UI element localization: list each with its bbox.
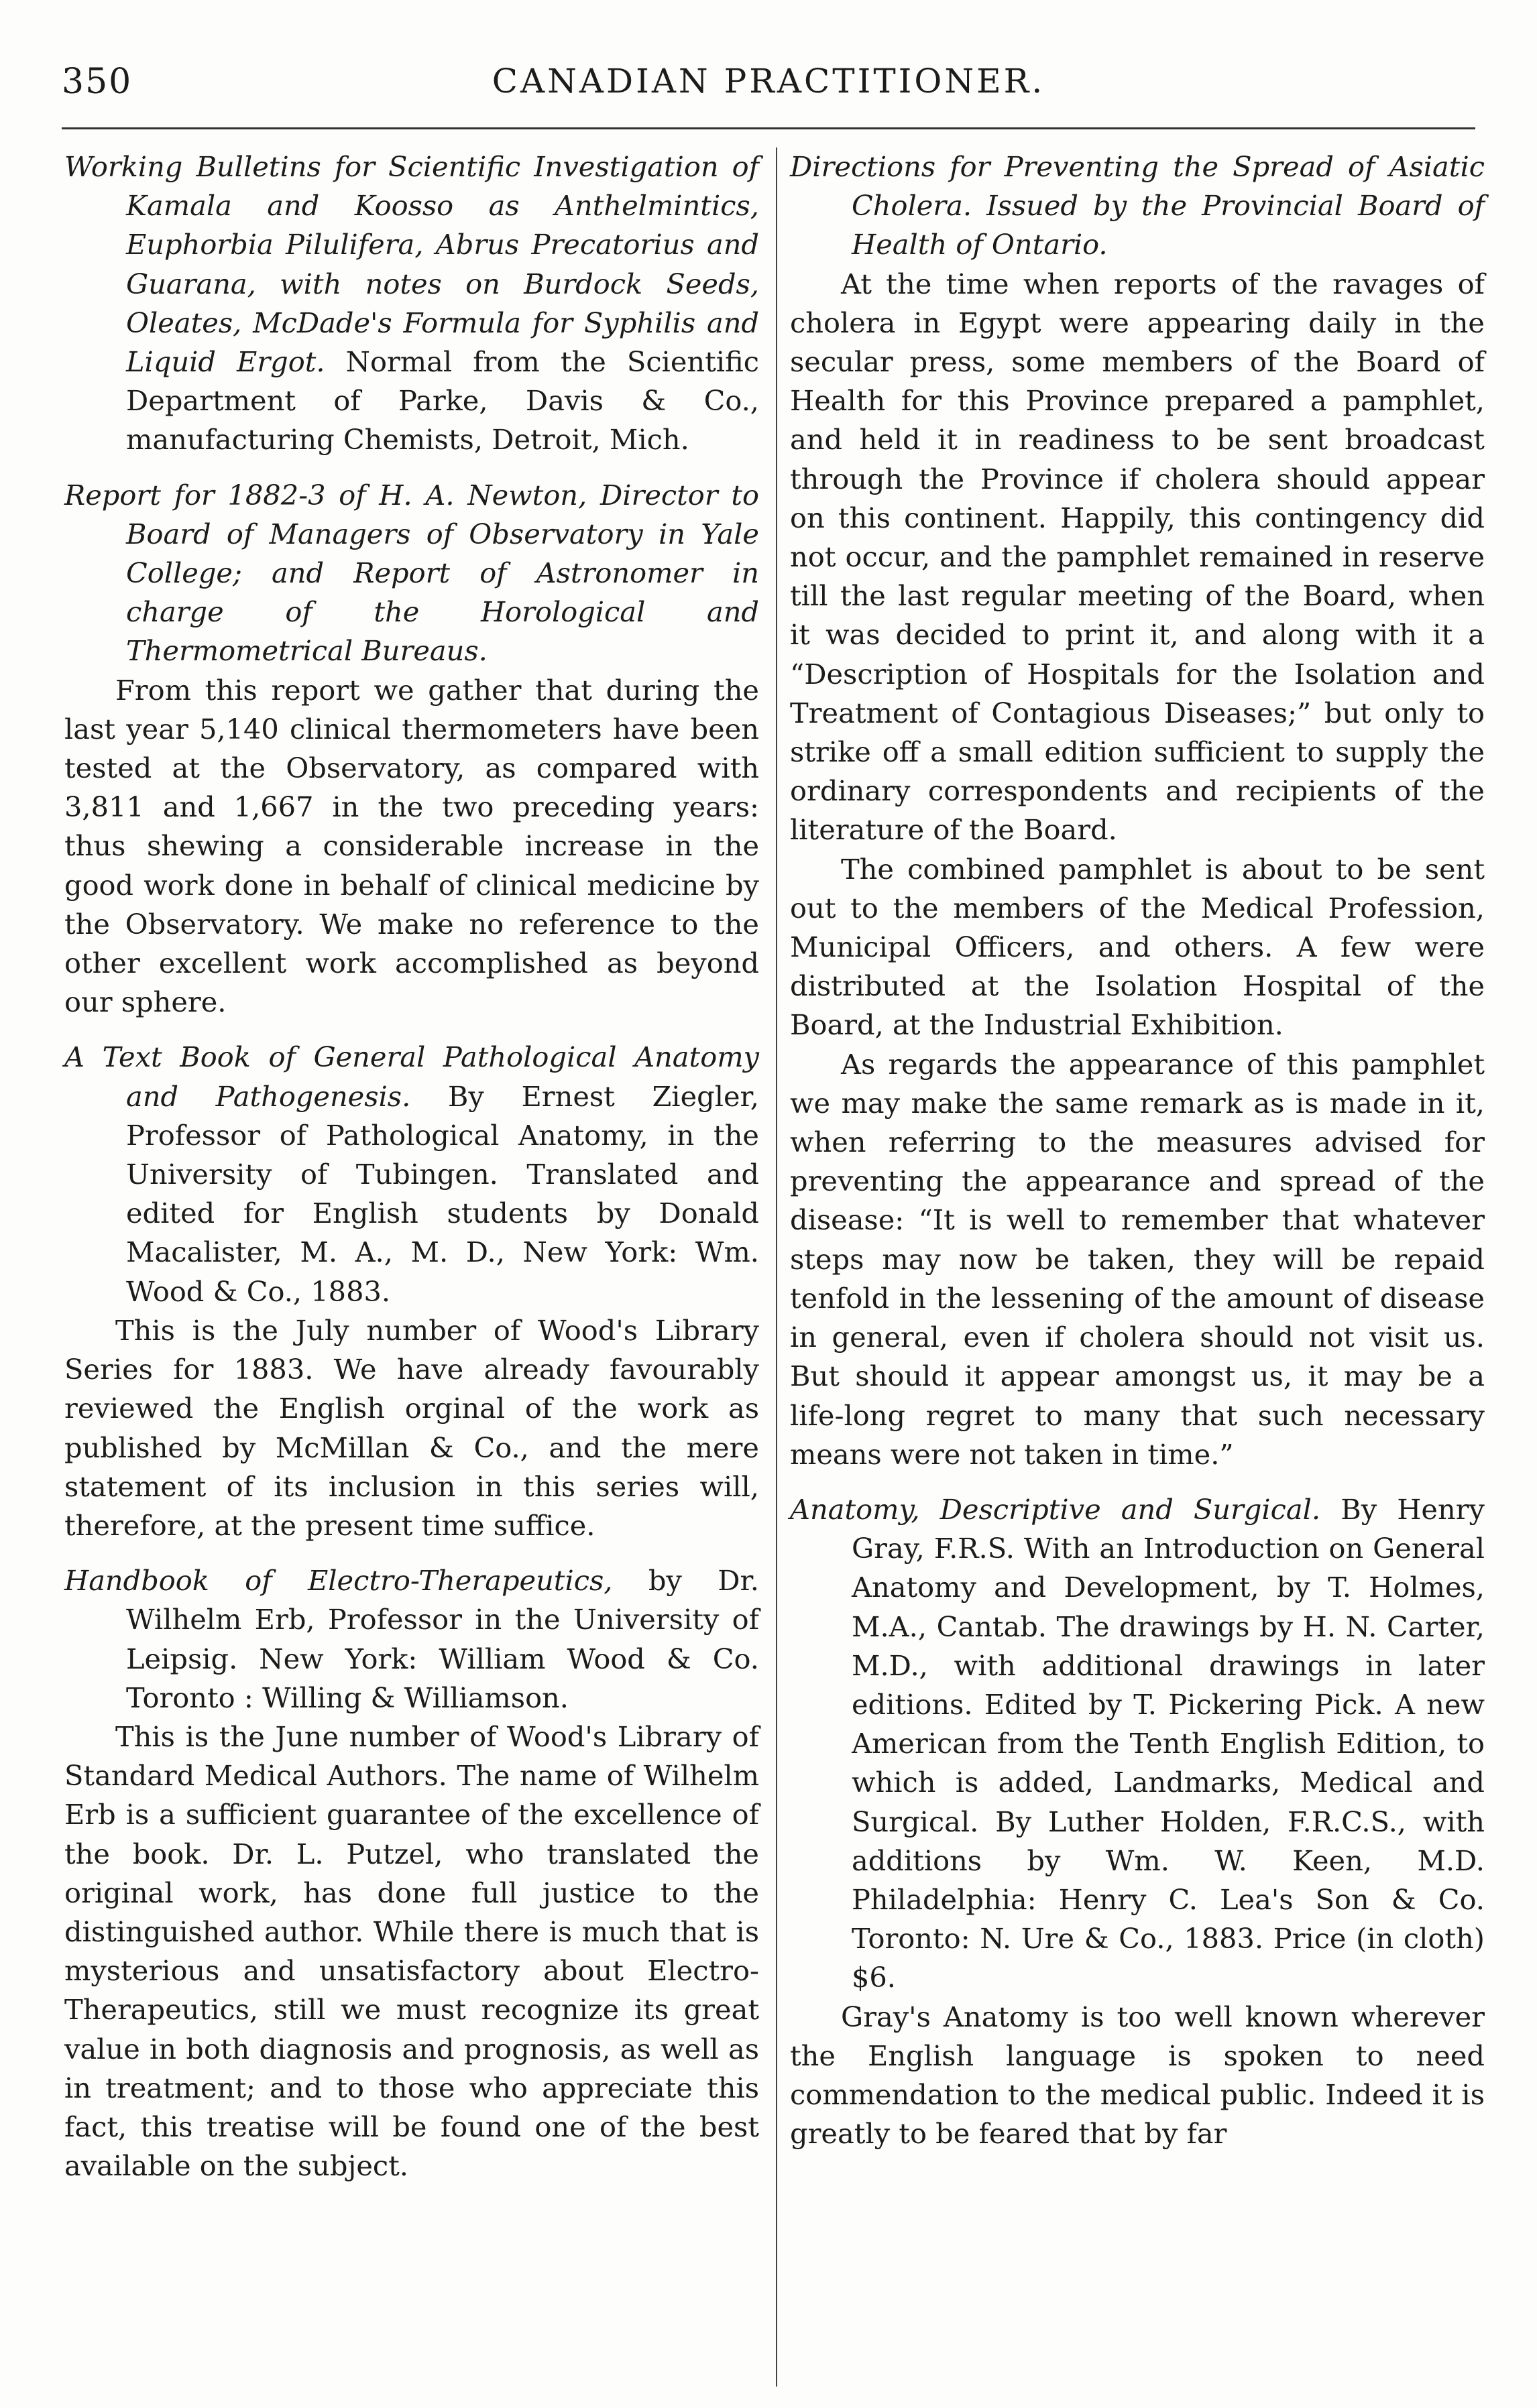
review-paragraph: As regards the appearance of this pamphlet we may make the same remark as is made in it, when referring to the measures advised for preventing the appearance and spread of the disease: “It is well to remember that whatever steps may now be taken, they will be repaid tenfold in the lessening of the amount of disease in general, even if cholera should not visit us. But should it appear amongst us, it may be a life-long regret to many that such necessary means were not taken in time.” xyxy=(790,1047,1485,1471)
review-entry-working-bulletins xyxy=(64,147,759,460)
review-paragraph: Gray's Anatomy is too well known wherever the English language is spoken to need commendation to the medical public. Indeed it is greatly to be feared that by far xyxy=(790,2000,1485,2151)
entry-publication-details: By Ernest Ziegler, Professor of Pathological Anatomy, in the University of Tubingen. Translated and edited for English students by Donald Macalister, M. A., M. D., New York: Wm. Wood & Co., 1883. xyxy=(126,1079,759,1308)
review-entry-ziegler-pathology xyxy=(64,1038,759,1545)
entry-heading xyxy=(64,1038,759,1311)
page-number: 350 xyxy=(62,62,133,102)
review-entry-yale-observatory xyxy=(64,476,759,1022)
entry-title: Anatomy, Descriptive and Surgical. xyxy=(790,1492,1321,1526)
entry-heading xyxy=(64,147,759,460)
right-column xyxy=(790,147,1485,2169)
entry-title: Directions for Preventing the Spread of Asiatic Cholera. Issued by the Provincial Board of Health of Ontario. xyxy=(790,150,1485,261)
entry-heading xyxy=(790,1490,1485,1998)
review-paragraph: The combined pamphlet is about to be sent out to the members of the Medical Profession, Municipal Officers, and others. A few were distributed at the Isolation Hospital of the Board, at the Industrial Exhibition. xyxy=(790,852,1485,1042)
review-paragraph: This is the June number of Wood's Library of Standard Medical Authors. The name of Wilhelm Erb is a sufficient guarantee of the excellence of the book. Dr. L. Putzel, who translated the original work, has done full justice to the distinguished author. While there is much that is mysterious and unsatisfactory about Electro-Therapeutics, still we must recognize its great value in both diagnosis and prognosis, as well as in treatment; and to those who appreciate this fact, this treatise will be found one of the best available on the subject. xyxy=(64,1720,759,2183)
header-rule xyxy=(62,127,1475,129)
entry-publication-details: Normal from the Scientific Department of Parke, Davis & Co., manufacturing Chemists, Detroit, Mich. xyxy=(126,345,759,457)
entry-title: Working Bulletins for Scientific Investigation of Kamala and Koosso as Anthelmintics, Euphorbia Pilulifera, Abrus Precatorius and Guarana, with notes on Burdock Seeds, Oleates, McDade's Formula for Syphilis and Liquid Ergot. xyxy=(64,150,759,379)
entry-title: Report for 1882-3 of H. A. Newton, Director to Board of Managers of Observatory in Yale College; and Report of Astronomer in charge of the Horological and Thermometrical Bureaus. xyxy=(64,478,759,668)
entry-title: A Text Book of General Pathological Anatomy and Pathogenesis. xyxy=(64,1040,759,1113)
review-entry-cholera-directions xyxy=(790,147,1485,1474)
entry-heading xyxy=(64,476,759,671)
review-entry-grays-anatomy xyxy=(790,1490,1485,2153)
page-header xyxy=(62,34,1475,114)
entry-publication-details: by Dr. Wilhelm Erb, Professor in the University of Leipsig. New York: William Wood & Co. Toronto : Willing & Williamson. xyxy=(126,1564,759,1714)
left-column xyxy=(64,147,759,2202)
review-paragraph: This is the July number of Wood's Library Series for 1883. We have already favourably reviewed the English orginal of the work as published by McMillan & Co., and the mere statement of its inclusion in this series will, therefore, at the present time suffice. xyxy=(64,1313,759,1542)
review-paragraph: From this report we gather that during the last year 5,140 clinical thermometers have been tested at the Observatory, as compared with 3,811 and 1,667 in the two preceding years: thus shewing a considerable increase in the good work done in behalf of clinical medicine by the Observatory. We make no reference to the other excellent work accomplished as beyond our sphere. xyxy=(64,673,759,1019)
entry-publication-details: By Henry Gray, F.R.S. With an Introduction on General Anatomy and Development, by T. Holmes, M.A., Cantab. The drawings by H. N. Carter, M.D., with additional drawings in later editions. Edited by T. Pickering Pick. A new American from the Tenth English Edition, to which is added, Landmarks, Medical and Surgical. By Luther Holden, F.R.C.S., with additions by Wm. W. Keen, M.D. Philadelphia: Henry C. Lea's Son & Co. Toronto: N. Ure & Co., 1883. Price (in cloth) $6. xyxy=(852,1492,1485,1994)
review-entry-electro-therapeutics xyxy=(64,1561,759,2185)
column-divider xyxy=(776,147,777,2387)
entry-heading xyxy=(64,1561,759,1718)
entry-heading xyxy=(790,147,1485,265)
running-title: CANADIAN PRACTITIONER. xyxy=(492,62,1045,101)
review-paragraph: At the time when reports of the ravages of cholera in Egypt were appearing daily in the secular press, some members of the Board of Health for this Province prepared a pamphlet, and held it in readiness to be sent broadcast through the Province if cholera should appear on this continent. Happily, this contingency did not occur, and the pamphlet remained in reserve till the last regular meeting of the Board, when it was decided to print it, and along with it a “Description of Hospitals for the Isolation and Treatment of Contagious Diseases;” but only to strike off a small edition sufficient to supply the ordinary correspondents and recipients of the literature of the Board. xyxy=(790,267,1485,847)
entry-title: Handbook of Electro-Therapeutics, xyxy=(64,1564,613,1598)
